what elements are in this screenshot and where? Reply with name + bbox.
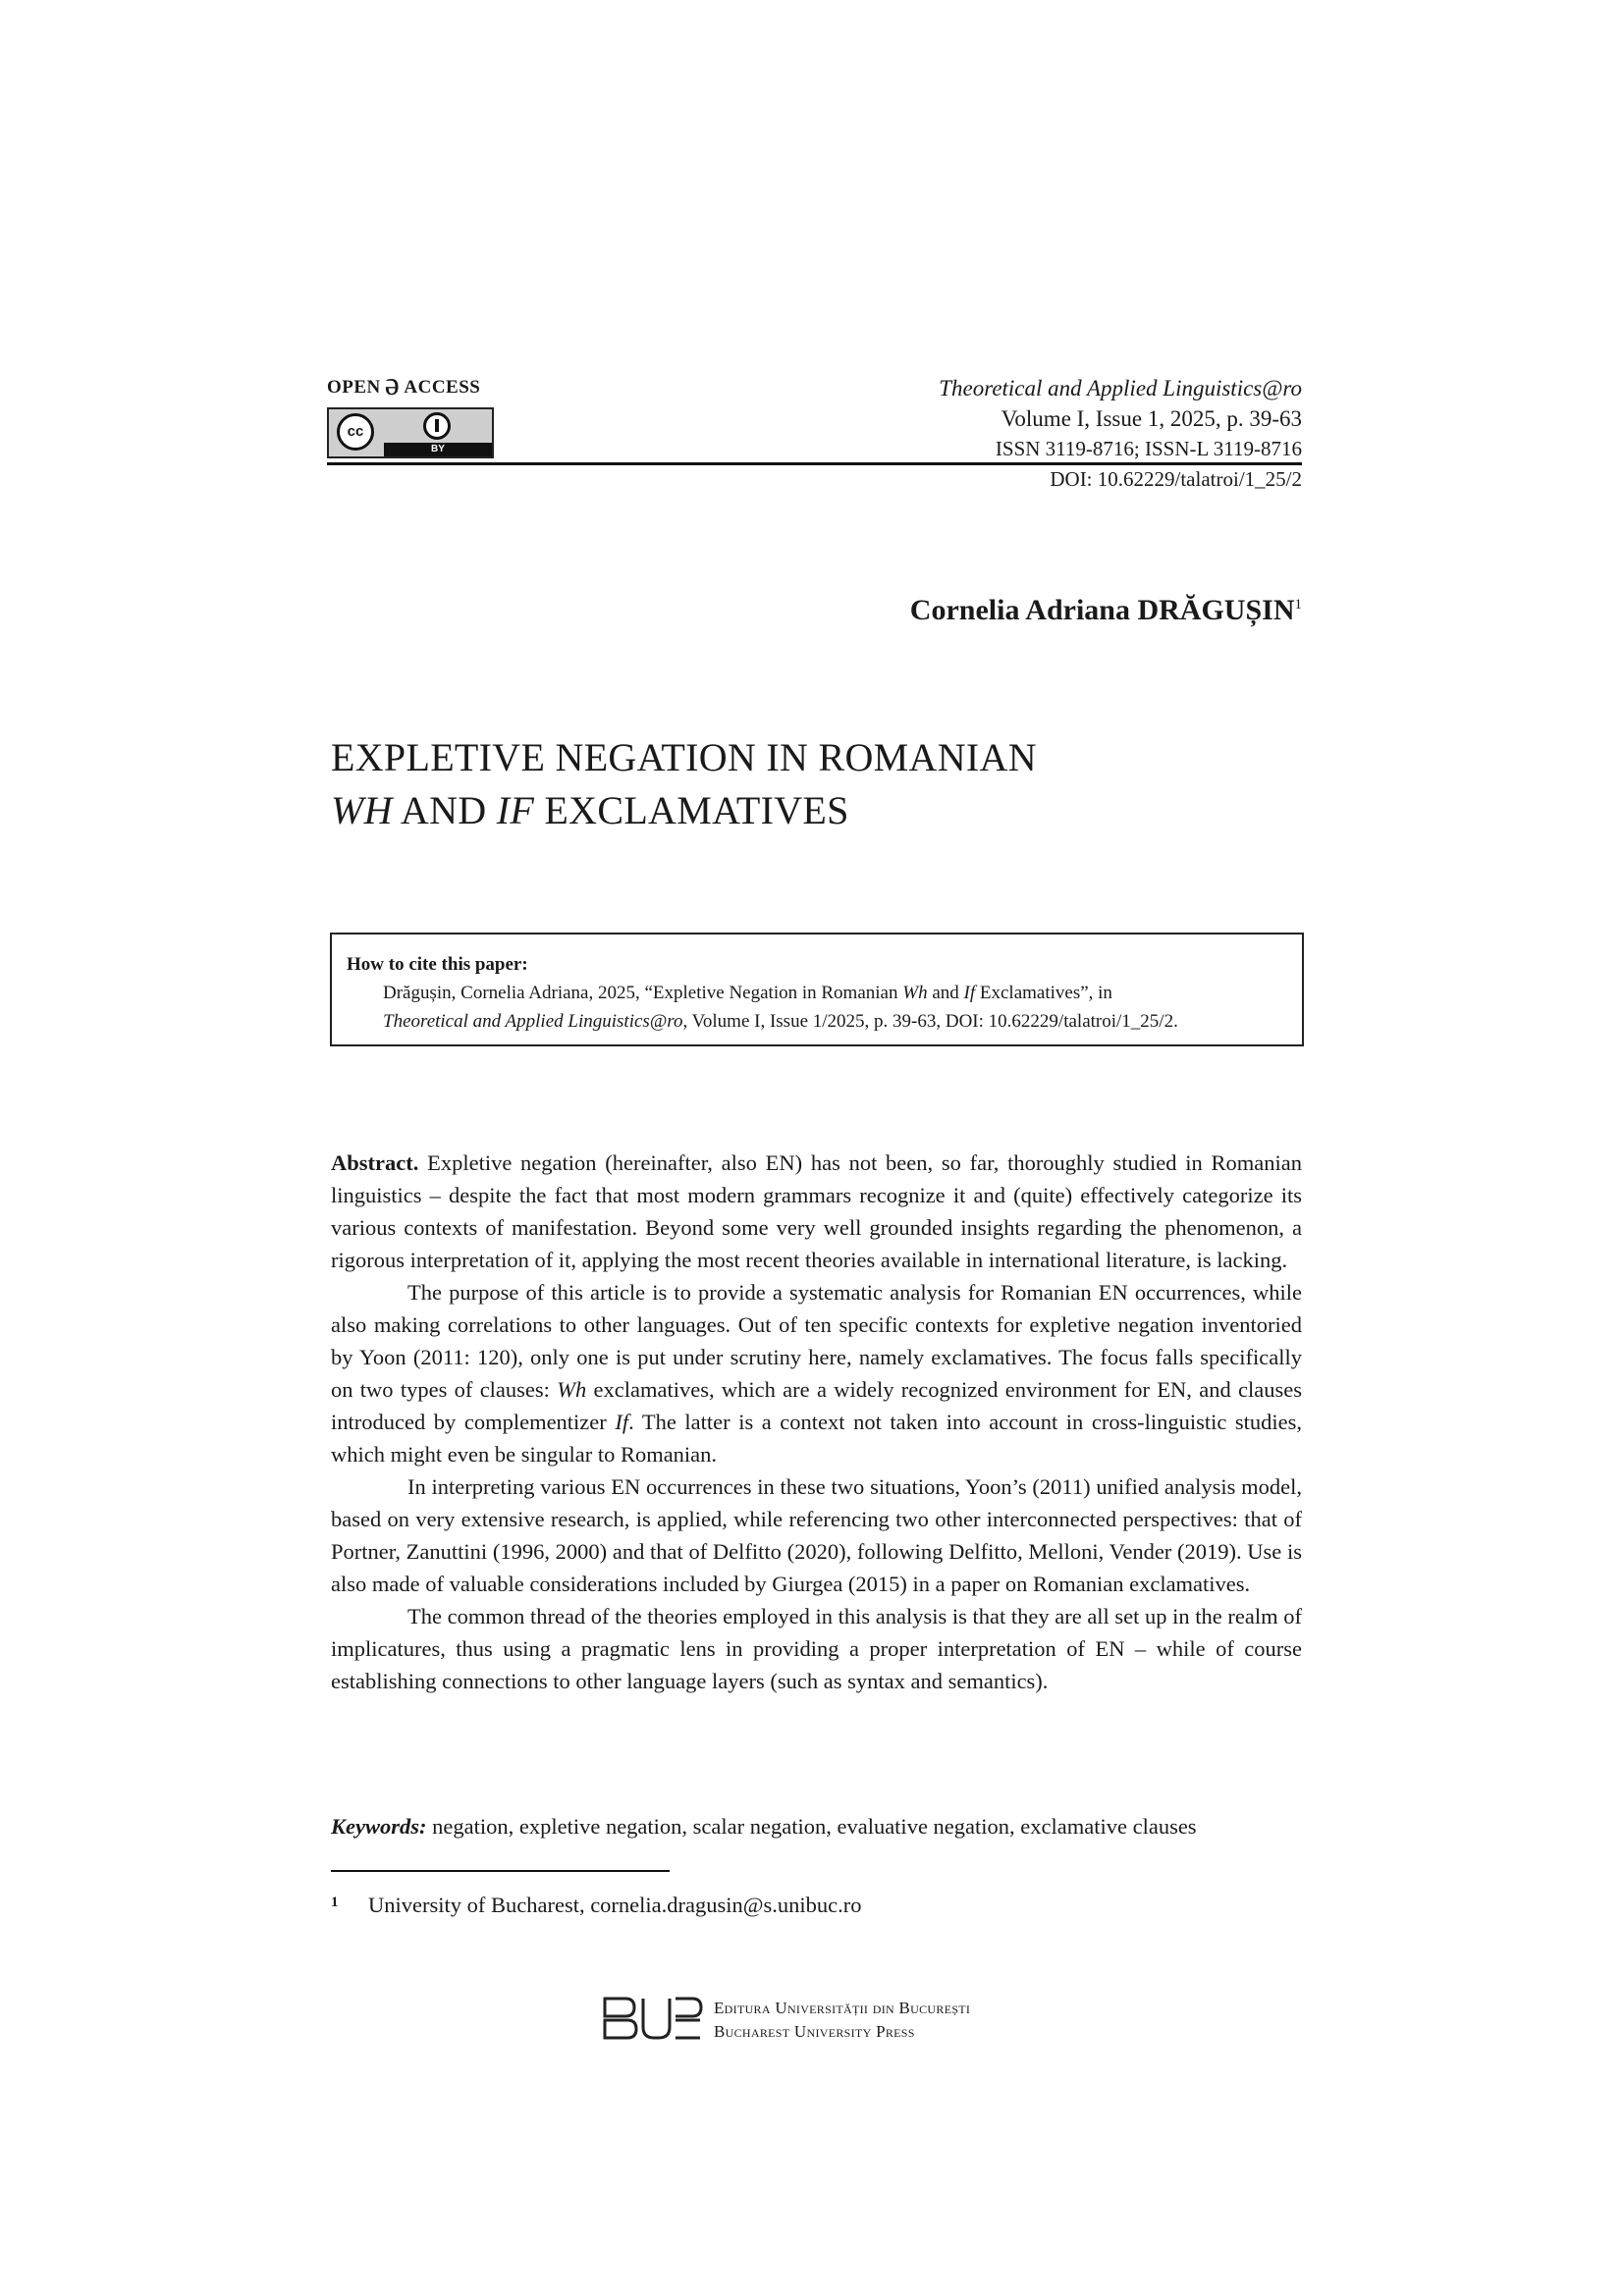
keywords-label: Keywords:: [331, 1814, 427, 1839]
open-access-right: ACCESS: [404, 377, 481, 398]
author-footnote-ref[interactable]: 1: [1294, 597, 1302, 613]
journal-info: [939, 373, 1302, 495]
title-line-1: EXPLETIVE NEGATION IN ROMANIAN: [331, 735, 1037, 779]
citation-heading: How to cite this paper:: [347, 954, 528, 975]
bup-logo-icon: [602, 1995, 704, 2042]
attribution-person-icon: [423, 412, 451, 440]
abstract-p2-b: exclamatives, which are a widely recognized environment for EN, and clauses introduced by complementizer: [331, 1377, 1302, 1434]
abstract-p1-text: Expletive negation (hereinafter, also EN) has not been, so far, thoroughly studied in Romanian linguistics – despite the fact that most modern grammars recognize it and (quite) effectively categorize its various contexts of manifestation. Beyond some very well grounded insights regarding the phenomenon, a rigorous interpretation of it, applying the most recent theories available in international literature, is lacking.: [331, 1150, 1302, 1272]
abstract-label: Abstract.: [331, 1150, 419, 1175]
footnote: [331, 1893, 861, 1918]
abstract-paragraph-3: In interpreting various EN occurrences in these two situations, Yoon’s (2011) unified analysis model, based on very extensive research, is applied, while referencing two other interconnected perspectives: that of Portner, Zanuttini (1996, 2000) and that of Delfitto (2020), following Delfitto, Melloni, Vender (2019). Use is also made of valuable considerations included by Giurgea (2015) in a paper on Romanian exclamatives.: [331, 1474, 1302, 1596]
open-access-left: OPEN: [327, 377, 381, 398]
journal-issn: ISSN 3119-8716; ISSN-L 3119-8716: [995, 437, 1302, 460]
abstract: [331, 1147, 1302, 1697]
journal-volume: Volume I, Issue 1, 2025, p. 39-63: [1001, 406, 1302, 431]
abstract-p2-a: The purpose of this article is to provide a systematic analysis for Romanian EN occurrences, while also making correlations to other languages. Out of ten specific contexts for expletive negation inventoried by Yoon (2011: 120), only one is put under scrutiny here, namely exclamatives. The focus falls specifically on two types of clauses:: [331, 1280, 1302, 1402]
cc-by-license-badge[interactable]: [327, 407, 494, 458]
citation-wh: Wh: [902, 983, 928, 1003]
publisher-line-1: Editura Universității din București: [714, 1999, 971, 2017]
citation-journal: Theoretical and Applied Linguistics@ro: [383, 1011, 683, 1032]
footnote-text: University of Bucharest, cornelia.dragusin@s.unibuc.ro: [368, 1893, 862, 1917]
publisher-line-2: Bucharest University Press: [714, 2022, 915, 2041]
header-divider: [327, 462, 1302, 465]
citation-part-1: Drăgușin, Cornelia Adriana, 2025, “Expletive Negation in Romanian: [383, 983, 903, 1003]
title-line-2: [331, 784, 1037, 837]
journal-doi[interactable]: DOI: 10.62229/talatroi/1_25/2: [1050, 467, 1302, 491]
title-rest: EXCLAMATIVES: [534, 788, 849, 832]
citation-part-4: , Volume I, Issue 1/2025, p. 39-63, DOI: 10.62229/talatroi/1_25/2.: [682, 1011, 1178, 1032]
abstract-paragraph-1: [331, 1147, 1302, 1276]
cc-icon: cc: [337, 413, 374, 451]
citation-part-2: and: [927, 983, 964, 1003]
citation-part-3: Exclamatives”, in: [975, 983, 1112, 1003]
citation-box: [330, 933, 1304, 1046]
abstract-paragraph-2: [331, 1276, 1302, 1470]
footnote-divider: [331, 1870, 670, 1872]
footnote-mark: 1: [331, 1895, 339, 1910]
citation-text: [347, 979, 1288, 1036]
open-access-label: [327, 366, 481, 402]
paper-title: [331, 731, 1037, 837]
title-wh: WH: [331, 788, 393, 832]
author-name: [910, 594, 1302, 627]
by-label: BY: [384, 443, 492, 456]
open-access-lock-icon: ə: [384, 366, 401, 402]
publisher-name: [714, 1997, 970, 2044]
abstract-p2-c: . The latter is a context not taken into account in cross-linguistic studies, which might even be singular to Romanian.: [331, 1410, 1303, 1467]
keywords: [331, 1814, 1197, 1840]
title-if: IF: [496, 788, 535, 832]
journal-title: Theoretical and Applied Linguistics@ro: [939, 376, 1302, 400]
abstract-p2-if: If: [615, 1410, 629, 1434]
title-and: AND: [392, 788, 497, 832]
keywords-text: negation, expletive negation, scalar negation, evaluative negation, exclamative clauses: [426, 1814, 1197, 1839]
abstract-p2-wh: Wh: [557, 1377, 587, 1402]
author-name-text: Cornelia Adriana DRĂGUȘIN: [909, 594, 1295, 626]
abstract-paragraph-4: The common thread of the theories employed in this analysis is that they are all set up in the realm of implicatures, thus using a pragmatic lens in providing a proper interpretation of EN – while of course establishing connections to other language layers (such as syntax and semantics).: [331, 1604, 1302, 1693]
citation-if: If: [963, 983, 976, 1003]
